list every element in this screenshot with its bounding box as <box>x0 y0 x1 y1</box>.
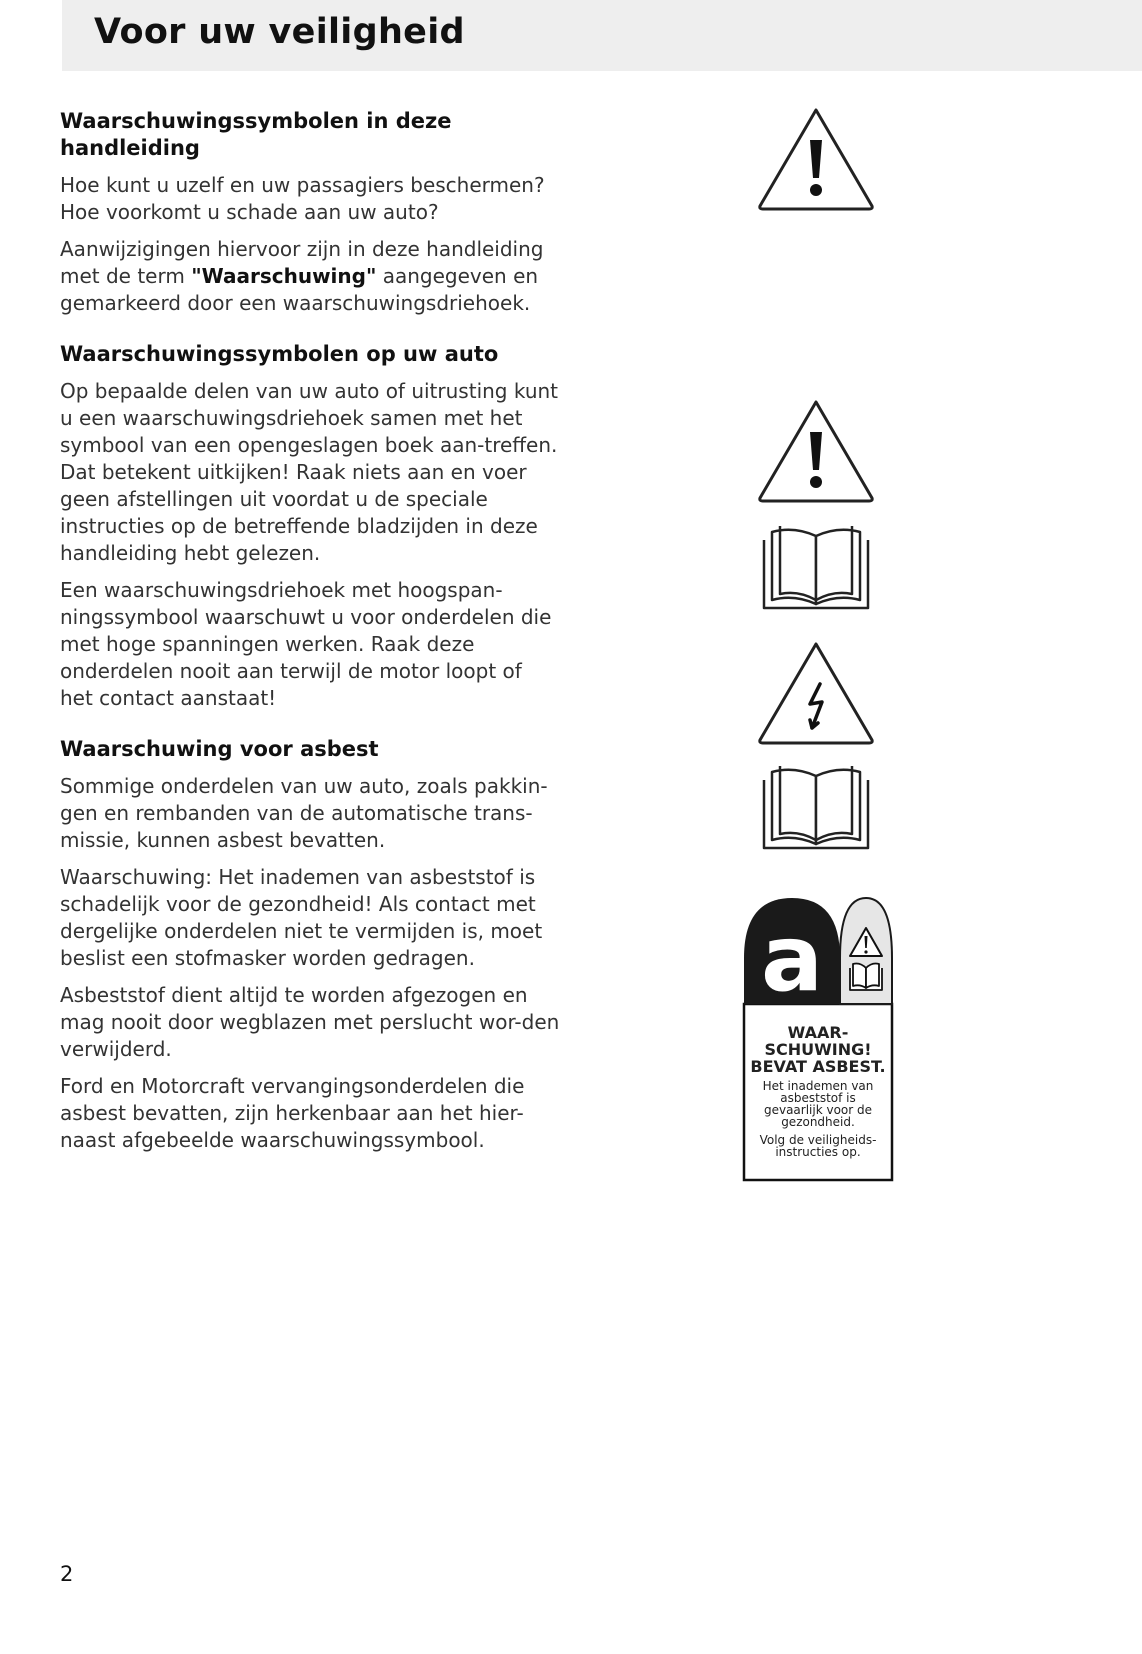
paragraph: Een waarschuwingsdriehoek met hoogspan-ningssymbool waarschuwt u voor onderdelen die met hoge spanningen werken. Raak deze onderdelen nooit aan terwijl de motor loopt of het contact aanstaat! <box>60 578 552 710</box>
high-voltage-icon <box>756 640 876 746</box>
open-book-icon <box>760 760 872 852</box>
warning-triangle-icon <box>756 106 876 212</box>
section-heading: Waarschuwingssymbolen in deze handleiding <box>60 109 452 160</box>
asbestos-letter: a <box>760 905 824 1012</box>
page-number: 2 <box>60 1562 74 1586</box>
label-line: WAAR- <box>787 1023 849 1042</box>
paragraph: Op bepaalde delen van uw auto of uitrusting kunt u een waarschuwingsdriehoek samen met het symbool van een opengeslagen boek aan-treffen. Dat betekent uitkijken! Raak niets aan en voer geen afstellingen uit voordat u de speciale instructies op de betreffende bladzijden in deze handleiding hebt gelezen. <box>60 379 559 565</box>
label-small-line: instructies op. <box>775 1145 861 1159</box>
section-heading: Waarschuwing voor asbest <box>60 737 379 761</box>
label-small-line: gezondheid. <box>781 1115 855 1129</box>
label-small-line: Volg de veiligheids- <box>759 1133 877 1147</box>
label-small-line: asbeststof is <box>780 1091 856 1105</box>
section-asbestos <box>60 736 560 1154</box>
label-small-line: Het inademen van <box>762 1079 874 1093</box>
warning-triangle-icon <box>756 398 876 504</box>
label-line: SCHUWING! <box>764 1040 872 1059</box>
section-vehicle-symbols <box>60 341 560 712</box>
label-small-line: gevaarlijk voor de <box>763 1103 873 1117</box>
paragraph-text: aangegeven en gemarkeerd door een waarschuwingsdriehoek. <box>60 264 539 315</box>
paragraph: Waarschuwing: Het inademen van asbeststof is schadelijk voor de gezondheid! Als contact met dergelijke onderdelen niet te vermijden is, moet beslist een stofmasker worden gedragen. <box>60 865 543 970</box>
paragraph-text: Aanwijzigingen hiervoor zijn in deze handleiding met de term <box>60 237 544 288</box>
text-column <box>60 108 560 1178</box>
label-line: BEVAT ASBEST. <box>750 1057 886 1076</box>
paragraph <box>60 236 560 317</box>
paragraph: Ford en Motorcraft vervangingsonderdelen die asbest bevatten, zijn herkenbaar aan het hier-naast afgebeelde waarschuwingssymbool. <box>60 1074 525 1152</box>
section-manual-symbols <box>60 108 560 317</box>
paragraph: Sommige onderdelen van uw auto, zoals pakkin-gen en rembanden van de automatische trans-missie, kunnen asbest bevatten. <box>60 774 548 852</box>
section-heading: Waarschuwingssymbolen op uw auto <box>60 342 499 366</box>
header-bar <box>62 0 1142 71</box>
small-book-icon <box>850 964 882 991</box>
asbestos-warning-label <box>742 892 894 1182</box>
page-title: Voor uw veiligheid <box>94 12 465 52</box>
paragraph: Hoe kunt u uzelf en uw passagiers beschermen? Hoe voorkomt u schade aan uw auto? <box>60 173 545 224</box>
paragraph: Asbeststof dient altijd te worden afgezogen en mag nooit door wegblazen met perslucht wor-den verwijderd. <box>60 983 560 1061</box>
term-warning: "Waarschuwing" <box>191 264 377 288</box>
open-book-icon <box>760 520 872 612</box>
